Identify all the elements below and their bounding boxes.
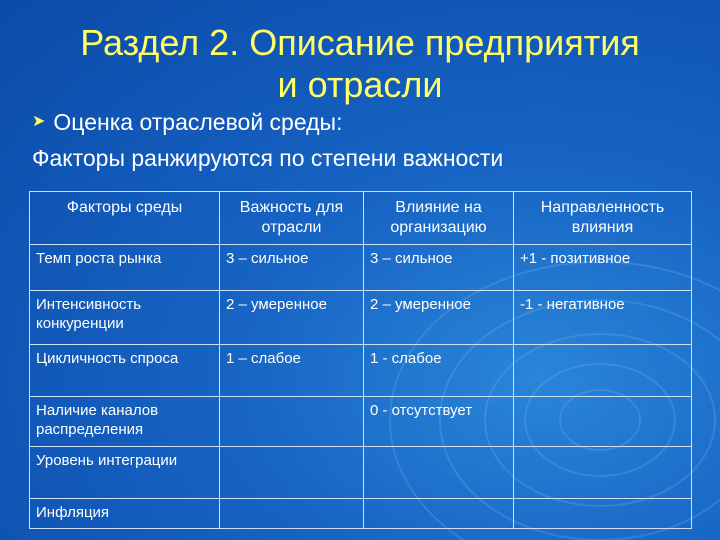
table-cell: Интенсивность конкуренции (30, 291, 220, 345)
bullet-text: Оценка отраслевой среды: (53, 109, 343, 135)
table-row (30, 245, 692, 291)
table-cell: 0 - отсутствует (364, 397, 514, 447)
table-cell: 3 – сильное (364, 245, 514, 291)
table-cell (364, 499, 514, 529)
table-cell: Уровень интеграции (30, 447, 220, 499)
table-cell: Цикличность спроса (30, 345, 220, 397)
table-header-row (30, 192, 692, 245)
table-cell: 2 – умеренное (220, 291, 364, 345)
factors-table (29, 191, 692, 529)
header-cell: Влияние на организацию (364, 192, 514, 245)
table-cell: +1 - позитивное (514, 245, 692, 291)
header-cell: Факторы среды (30, 192, 220, 245)
table-cell (514, 397, 692, 447)
table-cell (364, 447, 514, 499)
header-cell: Важность для отрасли (220, 192, 364, 245)
table-row (30, 291, 692, 345)
table-cell (514, 345, 692, 397)
table-cell: Темп роста рынка (30, 245, 220, 291)
table-cell (514, 447, 692, 499)
table-cell: Наличие каналов распределения (30, 397, 220, 447)
title-line-2: и отрасли (277, 64, 443, 105)
table-cell: 3 – сильное (220, 245, 364, 291)
arrow-bullet-icon: ➤ (32, 113, 46, 130)
title-line-1: Раздел 2. Описание предприятия (80, 22, 640, 63)
table-cell: -1 - негативное (514, 291, 692, 345)
table-cell (220, 447, 364, 499)
slide-title (0, 22, 720, 106)
table-cell: 1 – слабое (220, 345, 364, 397)
bullet-item (32, 108, 342, 136)
subtitle-text: Факторы ранжируются по степени важности (32, 145, 504, 171)
table-cell (514, 499, 692, 529)
table-row (30, 447, 692, 499)
header-cell: Направленность влияния (514, 192, 692, 245)
table-cell (220, 499, 364, 529)
table-cell: 2 – умеренное (364, 291, 514, 345)
table-cell (220, 397, 364, 447)
table-cell: 1 - слабое (364, 345, 514, 397)
table-row (30, 397, 692, 447)
table-row (30, 345, 692, 397)
table-row (30, 499, 692, 529)
table-cell: Инфляция (30, 499, 220, 529)
